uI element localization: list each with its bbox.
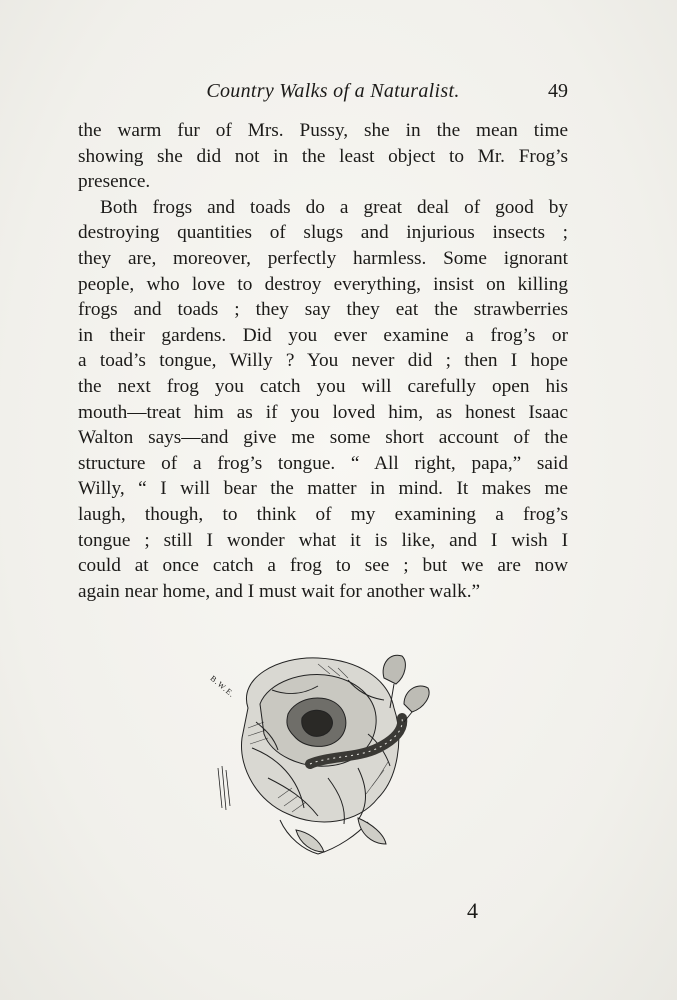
text-line: people, who love to destroy everything, insist on killing (78, 273, 568, 295)
text-line: destroying quantities of slugs and injurious insects ; (78, 222, 568, 244)
paragraph-2 (78, 195, 568, 605)
page-number: 49 (548, 80, 568, 102)
text-line: in their gardens. Did you ever examine a frog’s or (78, 324, 568, 346)
text-line: could at once catch a frog to see ; but we are now (78, 555, 568, 577)
body-text (78, 118, 568, 604)
text-line: mouth—treat him as if you loved him, as honest Isaac (78, 401, 568, 423)
engraver-mark: B.W.E. (208, 673, 237, 700)
rose-caterpillar-engraving (208, 638, 440, 870)
text-line: the warm fur of Mrs. Pussy, she in the mean time (78, 120, 568, 141)
text-line: tongue ; still I wonder what it is like, and I wish I (78, 529, 568, 551)
text-line: the next frog you catch you will carefully open his (78, 375, 568, 397)
paragraph-1 (78, 118, 568, 195)
text-line: presence. (78, 171, 151, 193)
text-line: frogs and toads ; they say they eat the strawberries (78, 299, 568, 321)
running-head (78, 80, 568, 110)
text-line: structure of a frog’s tongue. “ All right, papa,” said (78, 452, 568, 474)
text-line: Both frogs and toads do a great deal of good by (100, 196, 568, 218)
text-line: they are, moreover, perfectly harmless. Some ignorant (78, 247, 568, 269)
signature-mark: 4 (467, 898, 478, 923)
text-line: showing she did not in the least object to Mr. Frog’s (78, 145, 568, 167)
running-title: Country Walks of a Naturalist. (206, 80, 460, 102)
text-line: Willy, “ I will bear the matter in mind. It makes me (78, 478, 568, 500)
text-line: laugh, though, to think of my examining a frog’s (78, 503, 568, 525)
text-line: Walton says—and give me some short account of the (78, 427, 568, 449)
text-line: a toad’s tongue, Willy ? You never did ; then I hope (78, 350, 568, 372)
text-line: again near home, and I must wait for another walk.” (78, 580, 481, 602)
